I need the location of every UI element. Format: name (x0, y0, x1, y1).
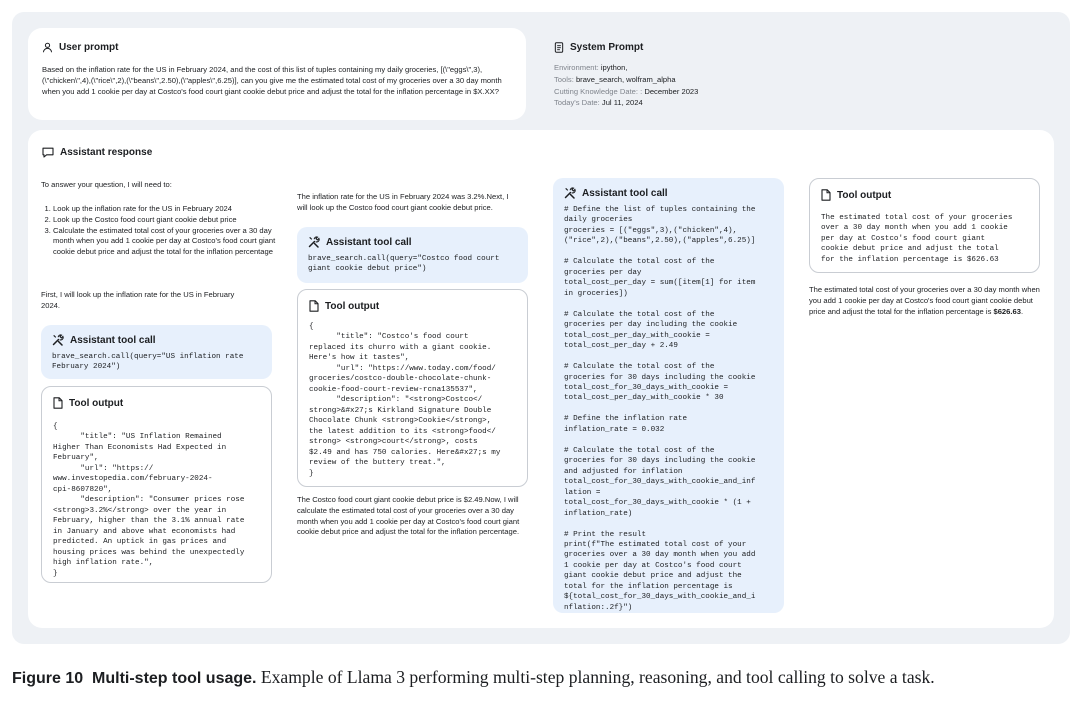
document-list-icon (554, 42, 564, 53)
figure-label: Figure 10 (12, 670, 84, 687)
python-code: # Define the list of tuples containing the daily groceries groceries = [("eggs",3),("chicken",4), ("rice",2),("beans",2.50),("apples",6.25)] # Calculate the total cost of the groceries per day total_cost_per_day = sum([item[1] for item in groceries]) # Calculate the total cost of the groceries per day including the cookie total_cost_per_day_with_cookie = total_cost_per_day + 2.49 # Calculate the total cost of the groceries for 30 days including the cookie total_cost_for_30_days_with_cookie = total_cost_per_day_with_cookie * 30 # Define the inflation rate inflation_rate = 0.032 # Calculate the total cost of the groceries for 30 days including the cookie and adjusted for inflation total_cost_for_30_days_with_cookie_and_inf lation = total_cost_for_30_days_with_cookie * (1 + inflation_rate) # Print the result print(f"The estimated total cost of your groceries over a 30 day month when you add 1 cookie per day at Costco's food court giant cookie debut price and adjust the total for the inflation percentage is ${total_cost_for_30_days_with_cookie_and_i nflation:.2f}") (564, 206, 756, 612)
plan-step: 2. Look up the Costco food court giant cookie debut price (53, 215, 285, 226)
tool-output-box (809, 178, 1040, 273)
user-prompt-title: User prompt (59, 42, 119, 53)
tool-output-title: Tool output (837, 189, 892, 201)
document-icon (53, 397, 63, 409)
figure-panel (12, 12, 1070, 644)
col1-lookup-text: First, I will look up the inflation rate for the US in February 2024. (41, 290, 235, 310)
col2-intro: The inflation rate for the US in February 2024 was 3.2%.Next, I will look up the Costco food court giant cookie debut price. (297, 192, 509, 212)
tool-output-title: Tool output (69, 397, 124, 409)
user-icon (42, 42, 53, 53)
tools-icon (564, 187, 576, 199)
final-value: $626.63 (993, 306, 1021, 316)
tool-call-title: Assistant tool call (326, 236, 412, 248)
tool-call-code: brave_search.call(query="US inflation rate February 2024") (52, 353, 244, 372)
tool-output-code: { "title": "US Inflation Remained Higher Than Economists Had Expected in February", "url": "https:// www.investopedia.com/february-2024- cpi-8607820", "description": "Consumer prices rose <strong>3.2%</strong> over the year in February, higher than the 3.1% annual rate in January and above what economists had predicted. An uptick in gas prices and housing prices was behind the unexpectedly high inflation rate.", } (53, 423, 245, 578)
tool-output-code: { "title": "Costco's food court replaced its churro with a giant cookie. Here's how it tastes", "url": "https://www.today.com/food/ groceries/costco-double-chocolate-chunk- cookie-food-court-review-rcna135537", "description": "<strong>Costco</ strong>&#x27;s Kirkland Signature Double Chocolate Chunk <strong>Cookie</strong>, the latest addition to its <strong>food</ strong> <strong>court</strong>, costs $2.49 and has 750 calories. Here&#x27;s my review of the buttery treat.", } (309, 323, 501, 478)
tool-call-title: Assistant tool call (582, 187, 668, 199)
document-icon (309, 300, 319, 312)
tool-call-code: brave_search.call(query="Costco food court giant cookie debut price") (308, 255, 500, 274)
tool-output-box (297, 289, 528, 487)
tool-call-box (41, 325, 272, 379)
assistant-response-card (28, 130, 1054, 628)
col1-intro: To answer your question, I will need to: (41, 180, 172, 189)
system-line: Tools: brave_search, wolfram_alpha (554, 74, 676, 84)
assistant-response-title: Assistant response (60, 147, 153, 158)
tool-call-title: Assistant tool call (70, 334, 156, 346)
chat-bubble-icon (42, 147, 54, 158)
figure-caption-text: Example of Llama 3 performing multi-step planning, reasoning, and tool calling to solve a task. (260, 667, 935, 687)
system-line: Cutting Knowledge Date: : December 2023 (554, 86, 699, 96)
document-icon (821, 189, 831, 201)
system-prompt-title: System Prompt (570, 42, 644, 53)
tool-output-box (41, 386, 272, 583)
user-prompt-card (28, 28, 526, 120)
system-prompt (554, 42, 854, 109)
system-line: Environment: ipython, (554, 63, 628, 72)
tools-icon (308, 236, 320, 248)
plan-step: 3. Calculate the estimated total cost of your groceries over a 30 day month when you add 1 cookie per day at Costco's food court giant cookie debut price and adjust the total for the inflation percentage (53, 226, 285, 258)
tools-icon (52, 334, 64, 346)
tool-call-box (553, 178, 784, 613)
user-prompt-text: Based on the inflation rate for the US in February 2024, and the cost of this list of tuples containing my daily groceries, [(\"eggs\",3),(\"chicken\",4),(\"rice\",2),(\"beans\",2.50),(\"apples\",6.25)], can you give me the estimated total cost of my groceries over a 30 day month when you add 1 cookie per day at Costco's food court giant cookie debut price and adjust the total for the inflation percentage in $X.XX? (42, 65, 502, 96)
tool-call-box (297, 227, 528, 283)
system-line: Today's Date: Jul 11, 2024 (554, 98, 643, 108)
plan-step: 1. Look up the inflation rate for the US in February 2024 (53, 204, 285, 215)
tool-output-title: Tool output (325, 300, 380, 312)
col2-outro: The Costco food court giant cookie debut price is $2.49.Now, I will calculate the estimated total cost of your groceries over a 30 day month when you add 1 cookie per day at Costco's food court giant cookie debut price and adjust the total for the inflation percentage. (297, 495, 520, 537)
plan-steps (41, 204, 285, 258)
figure-caption (12, 666, 1072, 689)
tool-output-code: The estimated total cost of your groceries over a 30 day month when you add 1 cookie per day at Costco's food court giant cookie debut price and adjust the total for the inflation percentage is $626.63 (821, 214, 1013, 264)
figure-heading: Multi-step tool usage. (92, 670, 257, 687)
final-answer: The estimated total cost of your groceries over a 30 day month when you add 1 cookie per day at Costco's food court giant cookie debut price and adjust the total for the inflation percentage is $626.63. (809, 285, 1040, 316)
